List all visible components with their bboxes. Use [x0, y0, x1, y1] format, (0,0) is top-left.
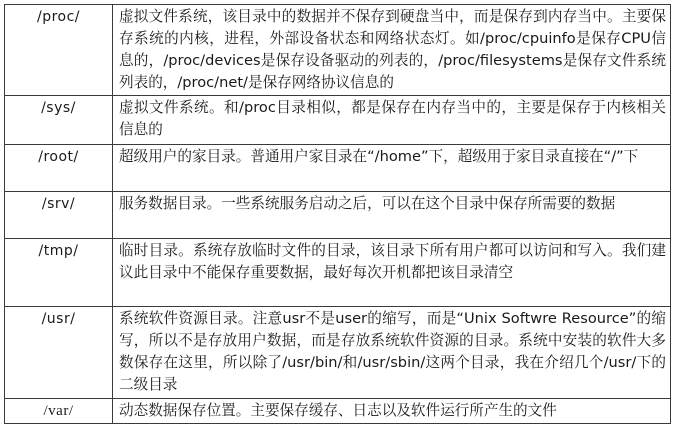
- directory-description: 临时目录。系统存放临时文件的目录，该目录下所有用户都可以访问和写入。我们建议此目录中不能保存重要数据，最好每次开机都把该目录清空: [113, 239, 671, 307]
- directory-table: [4, 4, 671, 424]
- directory-path: /proc/: [5, 5, 113, 96]
- table-row: [5, 307, 671, 399]
- directory-description: 超级用户的家目录。普通用户家目录在“/home”下，超级用于家目录直接在“/”下: [113, 145, 671, 192]
- table-row: [5, 145, 671, 192]
- directory-path: /root/: [5, 145, 113, 192]
- directory-path: /usr/: [5, 307, 113, 399]
- directory-description: 动态数据保存位置。主要保存缓存、日志以及软件运行所产生的文件: [113, 399, 671, 424]
- directory-path: /var/: [5, 399, 113, 424]
- directory-description: 系统软件资源目录。注意usr不是user的缩写，而是“Unix Softwre Resource”的缩写，所以不是存放用户数据，而是存放系统软件资源的目录。系统中安装的软件大多数保存在这里，所以除了/usr/bin/和/usr/sbin/这两个目录，我在介绍几个/usr/下的二级目录: [113, 307, 671, 399]
- directory-description: 服务数据目录。一些系统服务启动之后，可以在这个目录中保存所需要的数据: [113, 192, 671, 239]
- directory-path: /srv/: [5, 192, 113, 239]
- directory-description: 虚拟文件系统。和/proc目录相似，都是保存在内存当中的，主要是保存于内核相关信息的: [113, 96, 671, 145]
- table-row: [5, 239, 671, 307]
- table-row: [5, 192, 671, 239]
- directory-path: /tmp/: [5, 239, 113, 307]
- table-row: [5, 5, 671, 96]
- table-row: [5, 399, 671, 424]
- directory-path: /sys/: [5, 96, 113, 145]
- directory-description: 虚拟文件系统，该目录中的数据并不保存到硬盘当中，而是保存到内存当中。主要保存系统的内核，进程，外部设备状态和网络状态灯。如/proc/cpuinfo是保存CPU信息的，/proc/devices是保存设备驱动的列表的，/proc/filesystems是保存文件系统列表的，/proc/net/是保存网络协议信息的: [113, 5, 671, 96]
- table-row: [5, 96, 671, 145]
